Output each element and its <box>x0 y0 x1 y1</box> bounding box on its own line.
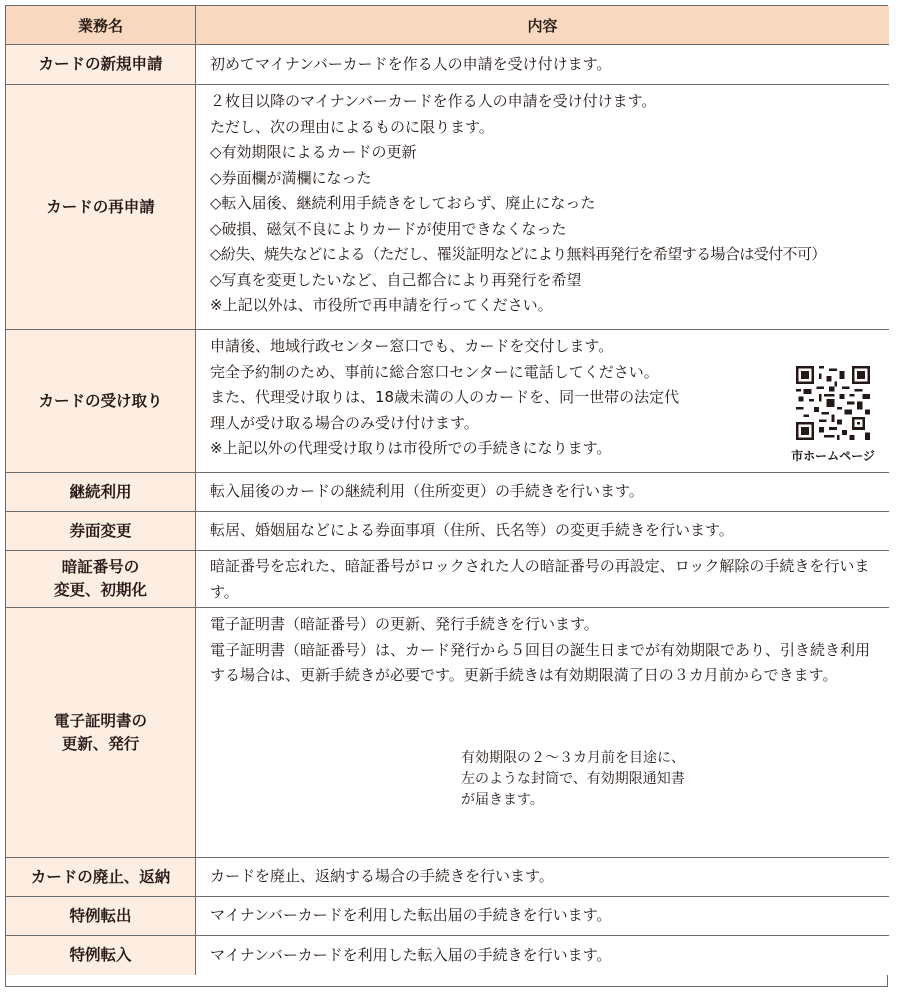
row-content-line: ◇有効期限によるカードの更新 <box>210 143 417 161</box>
qr-caption: 市ホームページ <box>791 449 875 463</box>
row-name-line: カードの再申請 <box>46 197 155 216</box>
row-name-special-move-out <box>6 897 196 936</box>
notice-line: が届きます。 <box>461 792 544 808</box>
row-content-pin-reset <box>196 551 889 608</box>
row-content-line: ◇紛失、焼失などによる（ただし、罹災証明などにより無料再発行を希望する場合は受付不可） <box>210 245 826 263</box>
row-content-line: ※上記以外の代理受け取りは市役所での手続きになります。 <box>210 439 612 457</box>
row-content-card-face-change <box>196 512 889 551</box>
row-content-reapplication <box>196 85 889 330</box>
row-content-card-return <box>196 858 889 897</box>
row-content-special-move-out <box>196 897 889 936</box>
services-table <box>5 5 888 987</box>
row-name-line: カードの新規申請 <box>38 55 163 73</box>
row-content-line: ※上記以外は、市役所で再申請を行ってください。 <box>210 296 553 314</box>
row-name-card-return <box>6 858 196 897</box>
row-content-line: 暗証番号を忘れた、暗証番号がロックされた人の暗証番号の再設定、ロック解除の手続きを行います。 <box>210 557 870 601</box>
row-content-line: ◇転入届後、継続利用手続きをしておらず、廃止になった <box>210 194 596 212</box>
row-content-line: ◇券面欄が満欄になった <box>210 168 372 187</box>
row-content-new-application <box>196 45 889 85</box>
row-content-line: ◇写真を変更したいなど、自己都合により再発行を希望 <box>210 270 582 289</box>
expiry-notice <box>461 748 685 811</box>
row-name-reapplication <box>6 85 196 330</box>
row-name-special-move-in <box>6 936 196 975</box>
row-name-card-face-change <box>6 512 196 551</box>
row-name-line: 券面変更 <box>69 521 132 540</box>
row-name-card-pickup <box>6 330 196 473</box>
row-content-line: ◇破損、磁気不良によりカードが使用できなくなった <box>210 219 567 238</box>
row-content-line: 電子証明書（暗証番号）の更新、発行手続きを行います。 <box>210 615 599 633</box>
row-name-continued-use <box>6 473 196 512</box>
row-name-line: 暗証番号の <box>61 558 140 576</box>
row-content-continued-use <box>196 473 889 512</box>
row-name-line: カードの受け取り <box>38 391 163 410</box>
row-name-new-application <box>6 45 196 85</box>
row-name-line: 更新、発行 <box>61 734 140 753</box>
qr-code-icon[interactable] <box>796 366 870 440</box>
row-content-line: カードを廃止、返納する場合の手続きを行います。 <box>210 867 554 886</box>
row-content-card-pickup <box>196 330 889 473</box>
header-task-name: 業務名 <box>6 6 196 45</box>
row-content-line: マイナンバーカードを利用した転入届の手続きを行います。 <box>210 945 612 964</box>
row-name-line: 変更、初期化 <box>53 581 147 599</box>
row-content-line: 完全予約制のため、事前に総合窓口センターに電話してください。 <box>210 362 659 381</box>
row-content-e-certificate <box>196 608 889 858</box>
row-content-line: マイナンバーカードを利用した転出届の手続きを行います。 <box>210 906 612 925</box>
row-name-e-certificate <box>6 608 196 858</box>
row-name-line: 特例転出 <box>69 906 132 925</box>
notice-line: 有効期限の２～３カ月前を目途に、 <box>461 750 685 766</box>
row-name-line: 電子証明書の <box>53 711 147 730</box>
row-content-line: 理人が受け取る場合のみ受け付けます。 <box>210 413 479 432</box>
row-content-line: ただし、次の理由によるものに限ります。 <box>210 117 494 136</box>
row-name-line: カードの廃止、返納 <box>30 867 171 886</box>
header-content: 内容 <box>196 6 889 45</box>
notice-line: 左のような封筒で、有効期限通知書 <box>461 771 685 787</box>
row-name-line: 特例転入 <box>69 946 132 964</box>
row-content-line: ２枚目以降のマイナンバーカードを作る人の申請を受け付けます。 <box>210 92 657 110</box>
row-content-line: 初めてマイナンバーカードを作る人の申請を受け付けます。 <box>210 54 612 73</box>
row-name-pin-reset <box>6 551 196 608</box>
row-content-line: 転入届後のカードの継続利用（住所変更）の手続きを行います。 <box>210 482 644 501</box>
row-content-line: 電子証明書（暗証番号）は、カード発行から５回目の誕生日までが有効期限であり、引き続き利用する場合は、更新手続きが必要です。更新手続きは有効期限満了日の３カ月前からできます。 <box>210 640 871 684</box>
row-content-special-move-in <box>196 936 889 975</box>
row-content-line: 転居、婚姻届などによる券面事項（住所、氏名等）の変更手続きを行います。 <box>210 521 734 540</box>
qr-code-block[interactable] <box>787 366 879 470</box>
row-content-line: 申請後、地域行政センター窓口でも、カードを交付します。 <box>210 337 614 355</box>
row-name-line: 継続利用 <box>69 482 132 501</box>
row-content-line: また、代理受け取りは、18歳未満の人のカードを、同一世帯の法定代 <box>210 388 680 406</box>
